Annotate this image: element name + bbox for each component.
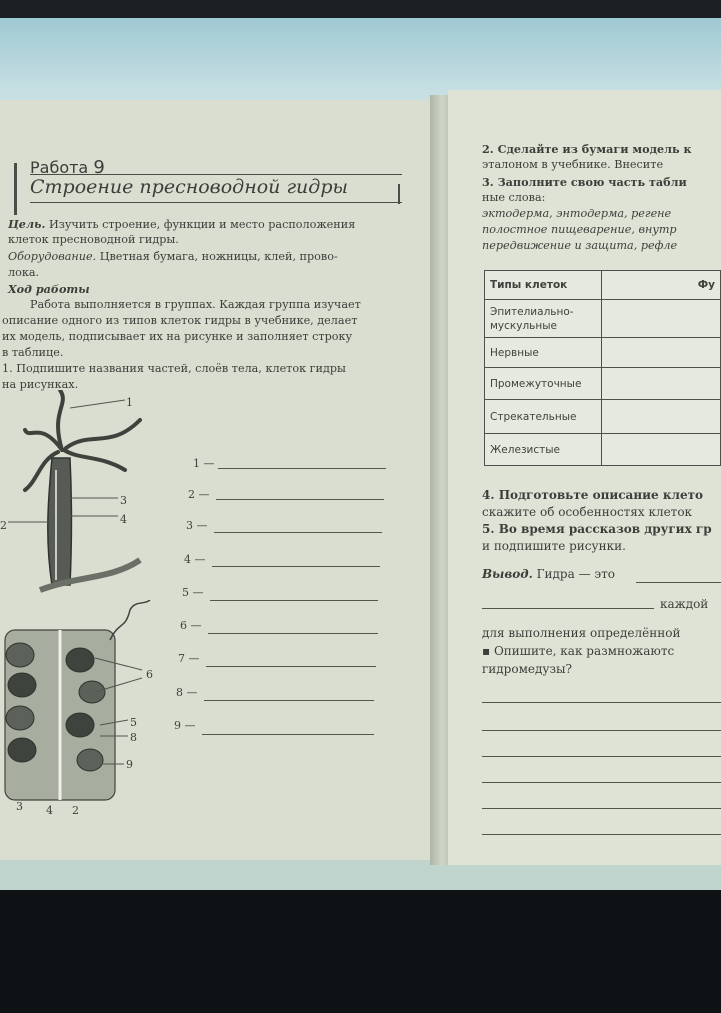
table-cell-function[interactable]: [602, 368, 721, 400]
figure-label: 4: [46, 804, 53, 817]
background-bottom: [0, 890, 721, 1013]
blank-label-3: 3 —: [186, 519, 208, 532]
table-cell-function[interactable]: [602, 400, 721, 434]
cell-types-table: [484, 270, 721, 466]
figure-label: 1: [126, 396, 133, 409]
page-title: Строение пресноводной гидры: [30, 176, 348, 198]
blank-line-2[interactable]: [216, 499, 384, 500]
title-bar-left: [14, 163, 17, 215]
blank-label-5: 5 —: [182, 586, 204, 599]
blank-label-1: 1 —: [193, 457, 215, 470]
conclusion-blank-1[interactable]: [636, 582, 721, 583]
table-cell-function[interactable]: [602, 338, 721, 368]
procedure-line: в таблице.: [2, 346, 64, 359]
keywords-line: полостное пищеварение, внутр: [482, 223, 677, 236]
table-cell-type: Нервные: [485, 338, 602, 368]
blank-label-8: 8 —: [176, 686, 198, 699]
work-label: Работа 9: [30, 157, 105, 178]
book-gutter: [430, 95, 450, 865]
task2-line: эталоном в учебнике. Внесите: [482, 158, 664, 171]
blank-line-9[interactable]: [202, 734, 374, 735]
figure-label: 2: [72, 804, 79, 817]
conclusion-line-2: каждой: [660, 597, 709, 611]
table-header: Фу: [602, 271, 721, 300]
task1-line: 1. Подпишите названия частей, слоёв тела, клеток гидры: [2, 362, 346, 375]
procedure-line: Работа выполняется в группах. Каждая группа изучает: [30, 298, 361, 311]
figure-label: 8: [130, 731, 137, 744]
blank-line-1[interactable]: [218, 468, 386, 469]
task5-line: 5. Во время рассказов других гр: [482, 522, 712, 536]
hydra-illustration: [0, 390, 170, 620]
procedure-heading: Ход работы: [8, 282, 90, 296]
figure-label: 3: [120, 494, 127, 507]
blank-line-5[interactable]: [210, 600, 378, 601]
table-header: Типы клеток: [485, 271, 602, 300]
blank-line-7[interactable]: [206, 666, 376, 667]
goal-line-2: клеток пресноводной гидры.: [8, 233, 179, 246]
figure-label: 5: [130, 716, 137, 729]
conclusion-blank-2[interactable]: [482, 608, 654, 609]
task1-line: на рисунках.: [2, 378, 79, 391]
question-line: гидромедузы?: [482, 662, 572, 676]
answer-line[interactable]: [482, 782, 721, 783]
table-cell-function[interactable]: [602, 300, 721, 338]
cell-layers-illustration: [0, 600, 160, 810]
answer-line[interactable]: [482, 702, 721, 703]
blank-label-7: 7 —: [178, 652, 200, 665]
goal-line-1: Цель. Изучить строение, функции и место расположения: [8, 217, 356, 231]
task2-line: 2. Сделайте из бумаги модель к: [482, 142, 692, 156]
blank-line-3[interactable]: [214, 532, 382, 533]
table-cell-type: Железистые: [485, 434, 602, 466]
figure-label: 2: [0, 519, 7, 532]
task4-line: 4. Подготовьте описание клето: [482, 488, 704, 502]
table-cell-type: Эпителиально-мускульные: [485, 300, 602, 338]
conclusion-line-1: Вывод. Гидра — это: [482, 567, 615, 581]
blank-label-9: 9 —: [174, 719, 196, 732]
keywords-line: передвижение и защита, рефле: [482, 239, 678, 252]
figure-label: 6: [146, 668, 153, 681]
blank-label-4: 4 —: [184, 553, 206, 566]
answer-line[interactable]: [482, 756, 721, 757]
equipment-line-2: лока.: [8, 266, 40, 279]
procedure-line: их модель, подписывает их на рисунке и заполняет строку: [2, 330, 353, 343]
task5-line: и подпишите рисунки.: [482, 539, 626, 553]
equipment-line-1: Оборудование. Цветная бумага, ножницы, клей, прово-: [8, 250, 338, 263]
task3-line: ные слова:: [482, 191, 546, 204]
task3-line: 3. Заполните свою часть табли: [482, 175, 687, 189]
title-rule-bottom: [30, 202, 402, 203]
keywords-line: эктодерма, энтодерма, регене: [482, 207, 672, 220]
blank-label-6: 6 —: [180, 619, 202, 632]
figure-label: 9: [126, 758, 133, 771]
blank-line-4[interactable]: [212, 566, 380, 567]
figure-label: 3: [16, 800, 23, 813]
procedure-line: описание одного из типов клеток гидры в учебнике, делает: [2, 314, 358, 327]
title-bar-right: [398, 184, 400, 204]
blank-line-8[interactable]: [204, 700, 374, 701]
task4-line: скажите об особенностях клеток: [482, 505, 693, 519]
conclusion-line-3: для выполнения определённой: [482, 626, 681, 640]
figure-label: 4: [120, 513, 127, 526]
answer-line[interactable]: [482, 834, 721, 835]
answer-line[interactable]: [482, 730, 721, 731]
table-cell-function[interactable]: [602, 434, 721, 466]
answer-line[interactable]: [482, 808, 721, 809]
table-cell-type: Стрекательные: [485, 400, 602, 434]
question-line: ▪ Опишите, как размножаютс: [482, 644, 675, 658]
blank-label-2: 2 —: [188, 488, 210, 501]
blank-line-6[interactable]: [208, 633, 378, 634]
table-cell-type: Промежуточные: [485, 368, 602, 400]
